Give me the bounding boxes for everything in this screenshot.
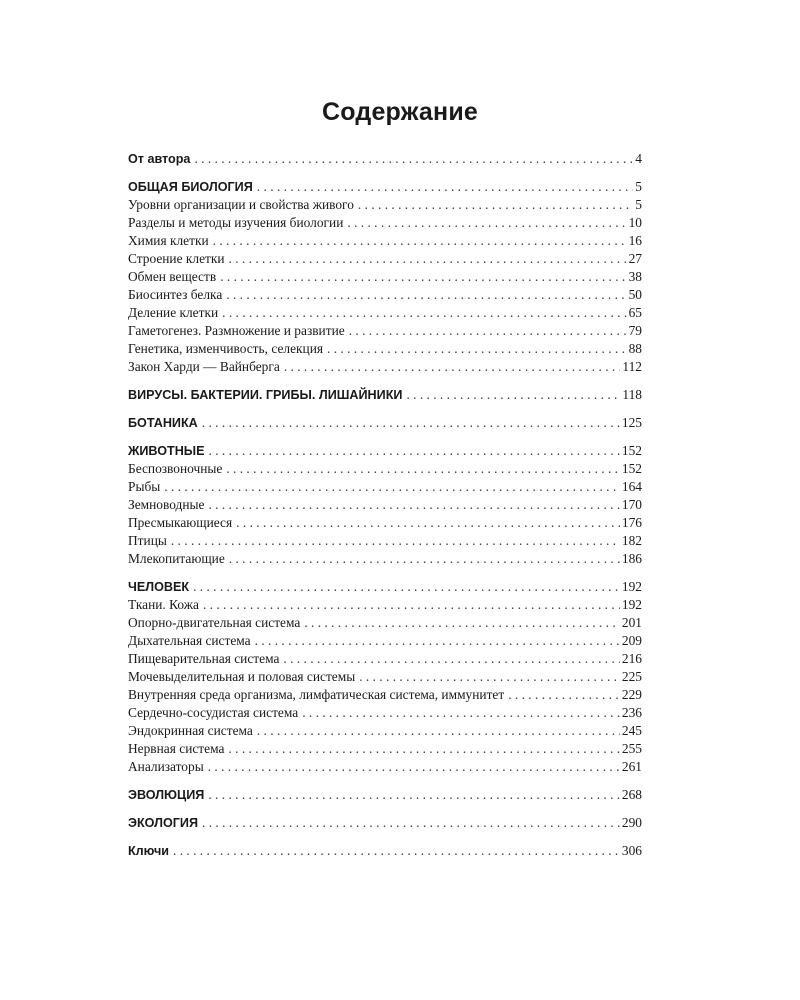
toc-entry[interactable] — [128, 740, 642, 758]
toc-entry[interactable] — [128, 322, 642, 340]
toc-entry[interactable] — [128, 596, 642, 614]
toc-section-title: ОБЩАЯ БИОЛОГИЯ — [128, 180, 253, 194]
page-number: 225 — [621, 669, 642, 684]
page-number: 5 — [635, 179, 642, 194]
toc-entry[interactable] — [128, 532, 642, 550]
page-number: 152 — [621, 443, 642, 458]
page-number: 88 — [628, 341, 642, 356]
dot-leader — [255, 632, 620, 650]
toc-entry-title: Беспозвоночные — [128, 461, 223, 476]
toc-entry-title: Млекопитающие — [128, 551, 225, 566]
toc-section-group — [128, 178, 642, 376]
page-number: 118 — [622, 387, 642, 402]
dot-leader — [302, 704, 620, 722]
toc-section-heading[interactable] — [128, 578, 642, 596]
toc-entry[interactable] — [128, 478, 642, 496]
toc-entry[interactable] — [128, 722, 642, 740]
toc-section-title: ЖИВОТНЫЕ — [128, 444, 205, 458]
toc-entry[interactable] — [128, 214, 642, 232]
page-number: 38 — [628, 269, 642, 284]
dot-leader — [327, 340, 627, 358]
page-number: 192 — [621, 597, 642, 612]
dot-leader — [213, 232, 627, 250]
page-number: 306 — [621, 843, 642, 858]
toc-entry[interactable] — [128, 550, 642, 568]
dot-leader — [193, 578, 620, 596]
toc-section-group — [128, 578, 642, 776]
dot-leader — [349, 322, 627, 340]
page-number: 229 — [621, 687, 642, 702]
toc-entry[interactable] — [128, 358, 642, 376]
toc-entry-title: Дыхательная система — [128, 633, 251, 648]
toc-section-title: ЧЕЛОВЕК — [128, 580, 190, 594]
dot-leader — [203, 596, 620, 614]
dot-leader — [358, 196, 633, 214]
page-number: 209 — [621, 633, 642, 648]
toc-section-heading[interactable] — [128, 786, 642, 804]
page-number: 192 — [621, 579, 642, 594]
dot-leader — [359, 668, 620, 686]
toc-entry-title: Птицы — [128, 533, 167, 548]
toc-entry-title: Закон Харди — Вайнберга — [128, 359, 280, 374]
toc-entry-title: Пищеварительная система — [128, 651, 280, 666]
toc-entry[interactable] — [128, 514, 642, 532]
toc-section-title: Ключи — [128, 844, 170, 858]
toc-entry-title: Обмен веществ — [128, 269, 217, 284]
toc-section-heading[interactable] — [128, 842, 642, 860]
toc-entry-title: Опорно-двигательная система — [128, 615, 301, 630]
toc-section-group — [128, 414, 642, 432]
toc-section-title: ЭКОЛОГИЯ — [128, 816, 199, 830]
toc-section-group — [128, 150, 642, 168]
dot-leader — [236, 514, 620, 532]
page-number: 5 — [635, 197, 642, 212]
table-of-contents — [128, 150, 642, 870]
toc-entry[interactable] — [128, 340, 642, 358]
dot-leader — [304, 614, 620, 632]
toc-entry[interactable] — [128, 650, 642, 668]
toc-entry[interactable] — [128, 632, 642, 650]
page-number: 245 — [621, 723, 642, 738]
dot-leader — [194, 150, 633, 168]
page-number: 152 — [621, 461, 642, 476]
toc-entry[interactable] — [128, 304, 642, 322]
dot-leader — [208, 496, 619, 514]
toc-section-heading[interactable] — [128, 442, 642, 460]
toc-entry[interactable] — [128, 614, 642, 632]
page-number: 164 — [621, 479, 642, 494]
toc-entry-title: Анализаторы — [128, 759, 204, 774]
dot-leader — [406, 386, 620, 404]
toc-section-group — [128, 442, 642, 568]
page-number: 261 — [621, 759, 642, 774]
toc-entry-title: Рыбы — [128, 479, 161, 494]
dot-leader — [508, 686, 620, 704]
toc-entry-title: Гаметогенез. Размножение и развитие — [128, 323, 345, 338]
dot-leader — [284, 358, 621, 376]
toc-section-group — [128, 786, 642, 804]
toc-entry-title: Строение клетки — [128, 251, 225, 266]
toc-entry-title: Уровни организации и свойства живого — [128, 197, 354, 212]
toc-section-group — [128, 814, 642, 832]
dot-leader — [229, 250, 627, 268]
toc-section-title: БОТАНИКА — [128, 416, 198, 430]
toc-entry-title: Нервная система — [128, 741, 225, 756]
toc-entry-title: Сердечно-сосудистая система — [128, 705, 299, 720]
page-number: 236 — [621, 705, 642, 720]
toc-entry-title: Пресмыкающиеся — [128, 515, 233, 530]
page-number: 170 — [621, 497, 642, 512]
dot-leader — [208, 758, 620, 776]
toc-entry-title: Ткани. Кожа — [128, 597, 199, 612]
toc-section-heading[interactable] — [128, 814, 642, 832]
toc-section-group — [128, 842, 642, 860]
page-number: 4 — [635, 151, 642, 166]
dot-leader — [229, 550, 620, 568]
toc-entry-title: Земноводные — [128, 497, 205, 512]
dot-leader — [209, 442, 620, 460]
dot-leader — [173, 842, 620, 860]
toc-section-heading[interactable] — [128, 150, 642, 168]
dot-leader — [226, 286, 626, 304]
page-number: 16 — [628, 233, 642, 248]
page-number: 290 — [621, 815, 642, 830]
dot-leader — [283, 650, 619, 668]
toc-entry[interactable] — [128, 286, 642, 304]
dot-leader — [202, 814, 620, 832]
page-number: 268 — [621, 787, 642, 802]
page-number: 201 — [621, 615, 642, 630]
toc-entry[interactable] — [128, 758, 642, 776]
toc-entry-title: Разделы и методы изучения биологии — [128, 215, 344, 230]
page-number: 50 — [628, 287, 642, 302]
dot-leader — [257, 722, 620, 740]
page-number: 112 — [622, 359, 642, 374]
toc-section-group — [128, 386, 642, 404]
page-number: 216 — [621, 651, 642, 666]
page-number: 255 — [621, 741, 642, 756]
dot-leader — [226, 460, 620, 478]
page-number: 10 — [628, 215, 642, 230]
page-number: 79 — [628, 323, 642, 338]
page-number: 176 — [621, 515, 642, 530]
toc-entry-title: Внутренняя среда организма, лимфатическая система, иммунитет — [128, 687, 505, 702]
toc-section-title: От автора — [128, 152, 191, 166]
toc-entry-title: Деление клетки — [128, 305, 219, 320]
dot-leader — [220, 268, 626, 286]
toc-entry[interactable] — [128, 268, 642, 286]
dot-leader — [347, 214, 626, 232]
toc-section-heading[interactable] — [128, 414, 642, 432]
toc-entry-title: Генетика, изменчивость, селекция — [128, 341, 324, 356]
toc-entry-title: Эндокринная система — [128, 723, 253, 738]
toc-entry-title: Биосинтез белка — [128, 287, 223, 302]
toc-entry[interactable] — [128, 704, 642, 722]
page-number: 125 — [621, 415, 642, 430]
toc-section-title: ВИРУСЫ. БАКТЕРИИ. ГРИБЫ. ЛИШАЙНИКИ — [128, 388, 403, 402]
dot-leader — [164, 478, 620, 496]
toc-entry[interactable] — [128, 232, 642, 250]
page-number: 182 — [621, 533, 642, 548]
toc-entry[interactable] — [128, 496, 642, 514]
toc-entry[interactable] — [128, 196, 642, 214]
toc-section-title: ЭВОЛЮЦИЯ — [128, 788, 205, 802]
dot-leader — [202, 414, 620, 432]
toc-section-heading[interactable] — [128, 178, 642, 196]
toc-entry[interactable] — [128, 686, 642, 704]
dot-leader — [208, 786, 620, 804]
toc-entry-title: Химия клетки — [128, 233, 209, 248]
page-number: 27 — [628, 251, 642, 266]
dot-leader — [171, 532, 620, 550]
page-title: Содержание — [321, 98, 479, 126]
toc-entry[interactable] — [128, 250, 642, 268]
toc-section-heading[interactable] — [128, 386, 642, 404]
dot-leader — [222, 304, 626, 322]
dot-leader — [228, 740, 619, 758]
toc-entry-title: Мочевыделительная и половая системы — [128, 669, 356, 684]
dot-leader — [257, 178, 634, 196]
page-number: 186 — [621, 551, 642, 566]
toc-entry[interactable] — [128, 460, 642, 478]
toc-entry[interactable] — [128, 668, 642, 686]
page-number: 65 — [628, 305, 642, 320]
